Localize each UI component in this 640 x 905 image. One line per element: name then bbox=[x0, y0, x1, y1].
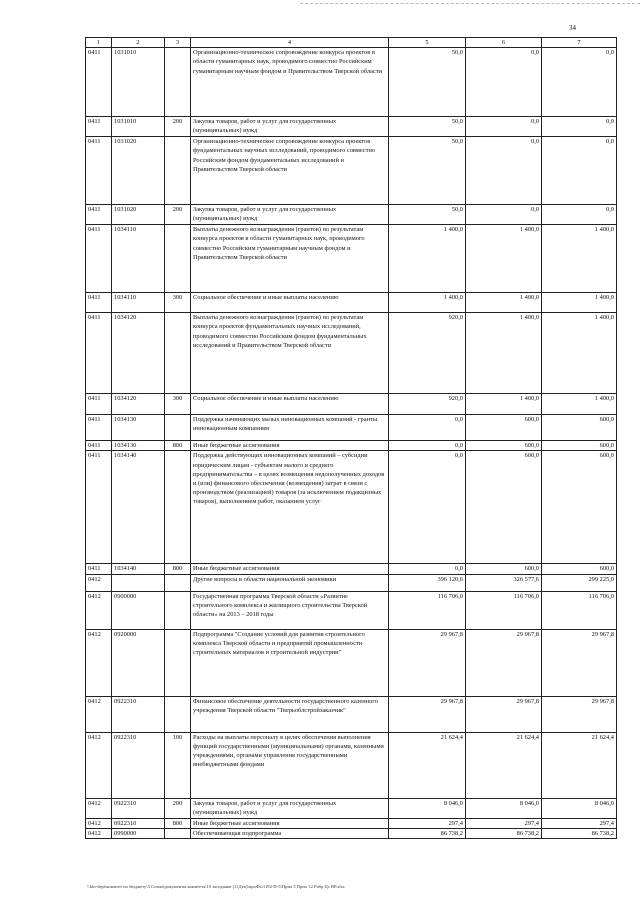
name-cell: Иные бюджетные ассигнования bbox=[191, 441, 389, 451]
amount-cell: 86 738,2 bbox=[389, 828, 466, 838]
amount-cell: 21 624,4 bbox=[389, 732, 466, 798]
amount-cell: 920,0 bbox=[389, 313, 466, 394]
amount-cell: 116 706,0 bbox=[389, 591, 466, 629]
target-article-cell: 1031020 bbox=[112, 205, 165, 225]
section-code-cell: 0411 bbox=[86, 415, 112, 441]
expense-type-cell: 300 bbox=[165, 293, 191, 313]
amount-cell: 0,0 bbox=[542, 205, 617, 225]
expense-type-cell: 200 bbox=[165, 205, 191, 225]
amount-cell: 326 577,6 bbox=[466, 574, 542, 591]
expense-type-cell bbox=[165, 696, 191, 732]
amount-cell: 1 400,0 bbox=[542, 394, 617, 415]
table-row bbox=[86, 225, 617, 293]
table-row bbox=[86, 441, 617, 451]
amount-cell: 0,0 bbox=[466, 48, 542, 117]
target-article-cell: 1034110 bbox=[112, 293, 165, 313]
expense-type-cell: 200 bbox=[165, 117, 191, 137]
column-header: 3 bbox=[165, 38, 191, 48]
section-code-cell: 0412 bbox=[86, 696, 112, 732]
target-article-cell bbox=[112, 574, 165, 591]
amount-cell: 920,0 bbox=[389, 394, 466, 415]
section-code-cell: 0412 bbox=[86, 591, 112, 629]
amount-cell: 8 046,0 bbox=[466, 798, 542, 818]
expense-type-cell bbox=[165, 313, 191, 394]
name-cell: Расходы на выплаты персоналу в целях обеспечения выполнения функций государственными (муниципальными) органами, казенными учреждениями, органами управления государственными внебюджетными фондами bbox=[191, 732, 389, 798]
amount-cell: 50,0 bbox=[389, 48, 466, 117]
expense-type-cell bbox=[165, 137, 191, 205]
name-cell: Иные бюджетные ассигнования bbox=[191, 564, 389, 574]
table-row bbox=[86, 313, 617, 394]
amount-cell: 50,0 bbox=[389, 117, 466, 137]
amount-cell: 600,0 bbox=[466, 451, 542, 564]
amount-cell: 86 738,2 bbox=[542, 828, 617, 838]
section-code-cell: 0411 bbox=[86, 225, 112, 293]
section-code-cell: 0411 bbox=[86, 441, 112, 451]
expense-type-cell: 800 bbox=[165, 441, 191, 451]
budget-table bbox=[85, 37, 617, 839]
amount-cell: 0,0 bbox=[466, 117, 542, 137]
table-row bbox=[86, 732, 617, 798]
column-header: 7 bbox=[542, 38, 617, 48]
amount-cell: 0,0 bbox=[389, 441, 466, 451]
amount-cell: 21 624,4 bbox=[466, 732, 542, 798]
amount-cell: 29 967,8 bbox=[542, 629, 617, 696]
section-code-cell: 0411 bbox=[86, 137, 112, 205]
amount-cell: 600,0 bbox=[542, 441, 617, 451]
section-code-cell: 0412 bbox=[86, 828, 112, 838]
name-cell: Закупка товаров, работ и услуг для государственных (муниципальных) нужд bbox=[191, 205, 389, 225]
section-code-cell: 0412 bbox=[86, 818, 112, 828]
name-cell: Поддержка начинающих малых инновационных компаний - гранты инновационным компаниям bbox=[191, 415, 389, 441]
target-article-cell: 1031010 bbox=[112, 117, 165, 137]
table-row bbox=[86, 828, 617, 838]
amount-cell: 0,0 bbox=[466, 137, 542, 205]
target-article-cell: 0922310 bbox=[112, 696, 165, 732]
section-code-cell: 0412 bbox=[86, 798, 112, 818]
expense-type-cell bbox=[165, 828, 191, 838]
amount-cell: 8 046,0 bbox=[389, 798, 466, 818]
amount-cell: 600,0 bbox=[542, 564, 617, 574]
amount-cell: 600,0 bbox=[466, 441, 542, 451]
name-cell: Социальное обеспечение и иные выплаты населению bbox=[191, 394, 389, 415]
amount-cell: 21 624,4 bbox=[542, 732, 617, 798]
name-cell: Иные бюджетные ассигнования bbox=[191, 818, 389, 828]
column-header: 5 bbox=[389, 38, 466, 48]
target-article-cell: 1034130 bbox=[112, 415, 165, 441]
amount-cell: 1 400,0 bbox=[542, 313, 617, 394]
amount-cell: 0,0 bbox=[389, 564, 466, 574]
section-code-cell: 0411 bbox=[86, 394, 112, 415]
column-header: 2 bbox=[112, 38, 165, 48]
table-row bbox=[86, 451, 617, 564]
target-article-cell: 1034120 bbox=[112, 313, 165, 394]
amount-cell: 0,0 bbox=[542, 117, 617, 137]
name-cell: Закупка товаров, работ и услуг для государственных (муниципальных) нужд bbox=[191, 798, 389, 818]
amount-cell: 1 400,0 bbox=[542, 225, 617, 293]
section-code-cell: 0411 bbox=[86, 293, 112, 313]
expense-type-cell bbox=[165, 629, 191, 696]
name-cell: Обеспечивающая подпрограмма bbox=[191, 828, 389, 838]
expense-type-cell bbox=[165, 225, 191, 293]
expense-type-cell: 100 bbox=[165, 732, 191, 798]
section-code-cell: 0411 bbox=[86, 451, 112, 564]
name-cell: Выплаты денежного вознаграждения (грантов) по результатам конкурса проектов фундаментальных научных исследований, проводимого совместно Российским фондом фундаментальных исследований и Правительством Тверской области bbox=[191, 313, 389, 394]
amount-cell: 1 400,0 bbox=[466, 293, 542, 313]
table-row bbox=[86, 394, 617, 415]
target-article-cell: 1034140 bbox=[112, 451, 165, 564]
amount-cell: 600,0 bbox=[466, 415, 542, 441]
table-row bbox=[86, 696, 617, 732]
target-article-cell: 1034110 bbox=[112, 225, 165, 293]
target-article-cell: 1031010 bbox=[112, 48, 165, 117]
amount-cell: 29 967,8 bbox=[542, 696, 617, 732]
name-cell: Финансовое обеспечение деятельности государственного казенного учреждения Тверской области "Тверьоблстройзаказчик" bbox=[191, 696, 389, 732]
amount-cell: 600,0 bbox=[542, 415, 617, 441]
amount-cell: 299 225,0 bbox=[542, 574, 617, 591]
header-row bbox=[86, 38, 617, 48]
table-row bbox=[86, 293, 617, 313]
amount-cell: 29 967,8 bbox=[466, 629, 542, 696]
expense-type-cell bbox=[165, 591, 191, 629]
target-article-cell: 0900000 bbox=[112, 591, 165, 629]
target-article-cell: 1034140 bbox=[112, 564, 165, 574]
amount-cell: 116 706,0 bbox=[466, 591, 542, 629]
column-header: 4 bbox=[191, 38, 389, 48]
section-code-cell: 0411 bbox=[86, 205, 112, 225]
amount-cell: 0,0 bbox=[389, 415, 466, 441]
target-article-cell: 0922310 bbox=[112, 798, 165, 818]
column-header: 6 bbox=[466, 38, 542, 48]
table-row bbox=[86, 591, 617, 629]
amount-cell: 1 400,0 bbox=[389, 293, 466, 313]
section-code-cell: 0411 bbox=[86, 564, 112, 574]
name-cell: Выплаты денежного вознаграждения (грантов) по результатам конкурса проектов в области гуманитарных наук, проводимого совместно Российским гуманитарным научным фондом и Правительством Тверской области bbox=[191, 225, 389, 293]
amount-cell: 0,0 bbox=[542, 48, 617, 117]
table-row bbox=[86, 137, 617, 205]
amount-cell: 1 400,0 bbox=[389, 225, 466, 293]
amount-cell: 1 400,0 bbox=[466, 313, 542, 394]
amount-cell: 0,0 bbox=[466, 205, 542, 225]
expense-type-cell: 300 bbox=[165, 394, 191, 415]
table-row bbox=[86, 564, 617, 574]
amount-cell: 116 706,0 bbox=[542, 591, 617, 629]
expense-type-cell: 200 bbox=[165, 798, 191, 818]
table-row bbox=[86, 574, 617, 591]
name-cell: Социальное обеспечение и иные выплаты населению bbox=[191, 293, 389, 313]
target-article-cell: 1034130 bbox=[112, 441, 165, 451]
table-row bbox=[86, 629, 617, 696]
name-cell: Организационно-техническое сопровождение конкурса проектов фундаментальных научных исследований, проводимого совместно Российским фондом фундаментальных исследований и Правительством Тверской области bbox=[191, 137, 389, 205]
amount-cell: 0,0 bbox=[542, 137, 617, 205]
table-row bbox=[86, 798, 617, 818]
expense-type-cell: 800 bbox=[165, 564, 191, 574]
amount-cell: 50,0 bbox=[389, 205, 466, 225]
name-cell: Другие вопросы в области национальной экономики bbox=[191, 574, 389, 591]
name-cell: Государственная программа Тверской области «Развитие строительного комплекса и жилищного строительства Тверской области» на 2013 – 2018 годы bbox=[191, 591, 389, 629]
table-row bbox=[86, 48, 617, 117]
name-cell: Подпрограмма "Создание условий для развития строительного комплекса Тверской области и предприятий промышленности строительных материалов и строительной индустрии" bbox=[191, 629, 389, 696]
amount-cell: 297,4 bbox=[466, 818, 542, 828]
table-row bbox=[86, 117, 617, 137]
amount-cell: 1 400,0 bbox=[466, 225, 542, 293]
file-path-footer: \\Ido-dept\комитет по бюджету\5 Созыв\документы комитета\19 заседание (11Дек)\проФь\1192-П-5\Прил 5 Прил 12 Рабр Цс ВР.xlsx bbox=[87, 884, 345, 889]
amount-cell: 86 738,2 bbox=[466, 828, 542, 838]
target-article-cell: 1031020 bbox=[112, 137, 165, 205]
section-code-cell: 0411 bbox=[86, 48, 112, 117]
amount-cell: 1 400,0 bbox=[542, 293, 617, 313]
amount-cell: 1 400,0 bbox=[466, 394, 542, 415]
expense-type-cell: 800 bbox=[165, 818, 191, 828]
amount-cell: 297,4 bbox=[542, 818, 617, 828]
target-article-cell: 0922310 bbox=[112, 732, 165, 798]
expense-type-cell bbox=[165, 574, 191, 591]
expense-type-cell bbox=[165, 48, 191, 117]
amount-cell: 8 046,0 bbox=[542, 798, 617, 818]
amount-cell: 0,0 bbox=[389, 451, 466, 564]
amount-cell: 29 967,8 bbox=[466, 696, 542, 732]
expense-type-cell bbox=[165, 451, 191, 564]
target-article-cell: 0920000 bbox=[112, 629, 165, 696]
amount-cell: 396 120,6 bbox=[389, 574, 466, 591]
amount-cell: 50,0 bbox=[389, 137, 466, 205]
name-cell: Поддержка действующих инновационных компаний – субсидии юридическим лицам - субъектам малого и среднего предпринимательства – в целях возмещения недополученных доходов и (или) финансового обеспечения (возмещения) затрат в связи с производством (реализацией) товаров (за исключением подакцизных товаров), выполнением работ, оказанием услуг bbox=[191, 451, 389, 564]
table-row bbox=[86, 818, 617, 828]
target-article-cell: 1034120 bbox=[112, 394, 165, 415]
amount-cell: 600,0 bbox=[542, 451, 617, 564]
table-row bbox=[86, 205, 617, 225]
section-code-cell: 0411 bbox=[86, 117, 112, 137]
target-article-cell: 0990000 bbox=[112, 828, 165, 838]
amount-cell: 297,4 bbox=[389, 818, 466, 828]
section-code-cell: 0412 bbox=[86, 574, 112, 591]
table-row bbox=[86, 415, 617, 441]
section-code-cell: 0411 bbox=[86, 313, 112, 394]
section-code-cell: 0412 bbox=[86, 629, 112, 696]
expense-type-cell bbox=[165, 415, 191, 441]
column-header: 1 bbox=[86, 38, 112, 48]
amount-cell: 29 967,8 bbox=[389, 696, 466, 732]
name-cell: Закупка товаров, работ и услуг для государственных (муниципальных) нужд bbox=[191, 117, 389, 137]
amount-cell: 600,0 bbox=[466, 564, 542, 574]
name-cell: Организационно-техническое сопровождение конкурса проектов в области гуманитарных наук, проводимого совместно Российским гуманитарным научным фондом и Правительством Тверской области bbox=[191, 48, 389, 117]
top-dashed-line bbox=[300, 3, 640, 4]
target-article-cell: 0922310 bbox=[112, 818, 165, 828]
page-number: 34 bbox=[569, 24, 576, 32]
amount-cell: 29 967,8 bbox=[389, 629, 466, 696]
section-code-cell: 0412 bbox=[86, 732, 112, 798]
